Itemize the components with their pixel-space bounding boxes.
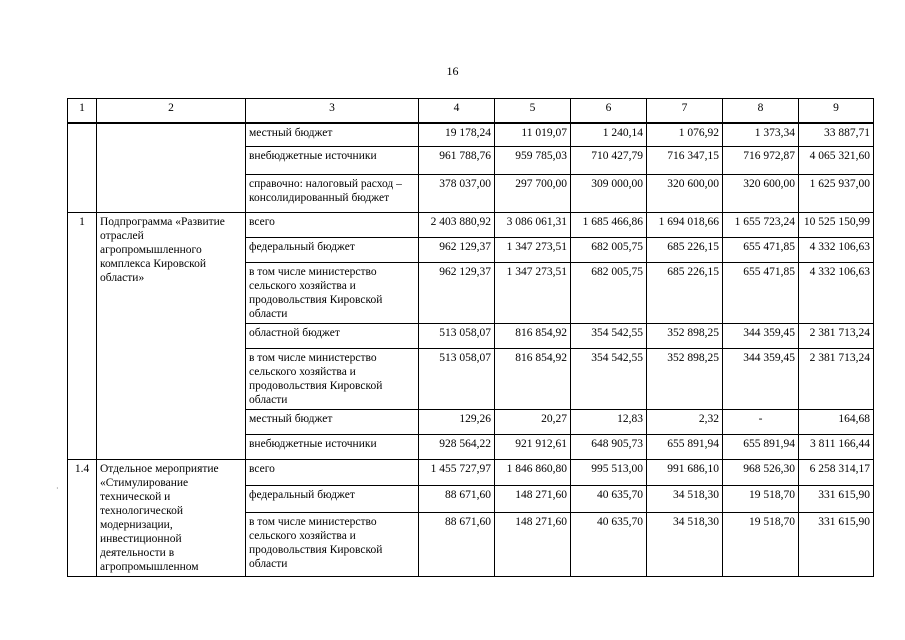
header-cell: 7 <box>647 99 723 123</box>
table-row <box>68 123 874 147</box>
amount-cell: 352 898,25 <box>647 349 723 410</box>
amount-cell: - <box>723 410 799 435</box>
funding-source: федеральный бюджет <box>246 238 419 263</box>
amount-cell: 129,26 <box>419 410 495 435</box>
amount-cell: 34 518,30 <box>647 486 723 512</box>
amount-cell: 716 347,15 <box>647 147 723 175</box>
amount-cell: 4 332 106,63 <box>799 238 874 263</box>
funding-source: местный бюджет <box>246 123 419 147</box>
amount-cell: 40 635,70 <box>571 512 647 576</box>
amount-cell: 11 019,07 <box>495 123 571 147</box>
amount-cell: 962 129,37 <box>419 263 495 324</box>
amount-cell: 513 058,07 <box>419 349 495 410</box>
amount-cell: 40 635,70 <box>571 486 647 512</box>
header-row <box>68 99 874 123</box>
amount-cell: 816 854,92 <box>495 324 571 349</box>
stray-mark: · <box>56 484 59 493</box>
amount-cell: 309 000,00 <box>571 175 647 213</box>
amount-cell: 682 005,75 <box>571 263 647 324</box>
amount-cell: 961 788,76 <box>419 147 495 175</box>
amount-cell: 962 129,37 <box>419 238 495 263</box>
funding-source: внебюджетные источники <box>246 147 419 175</box>
amount-cell: 2,32 <box>647 410 723 435</box>
header-cell: 2 <box>97 99 246 123</box>
amount-cell: 148 271,60 <box>495 486 571 512</box>
amount-cell: 3 811 166,44 <box>799 435 874 460</box>
amount-cell: 1 625 937,00 <box>799 175 874 213</box>
amount-cell: 19 518,70 <box>723 512 799 576</box>
amount-cell: 1 347 273,51 <box>495 263 571 324</box>
item-name <box>97 123 246 213</box>
amount-cell: 354 542,55 <box>571 324 647 349</box>
amount-cell: 164,68 <box>799 410 874 435</box>
amount-cell: 1 373,34 <box>723 123 799 147</box>
amount-cell: 959 785,03 <box>495 147 571 175</box>
header-cell: 8 <box>723 99 799 123</box>
amount-cell: 968 526,30 <box>723 460 799 486</box>
amount-cell: 378 037,00 <box>419 175 495 213</box>
amount-cell: 3 086 061,31 <box>495 213 571 238</box>
amount-cell: 655 471,85 <box>723 238 799 263</box>
table-row <box>68 460 874 486</box>
amount-cell: 148 271,60 <box>495 512 571 576</box>
amount-cell: 19 518,70 <box>723 486 799 512</box>
funding-source: в том числе министерство сельского хозяйства и продовольствия Кировской области <box>246 349 419 410</box>
amount-cell: 4 065 321,60 <box>799 147 874 175</box>
amount-cell: 320 600,00 <box>723 175 799 213</box>
amount-cell: 1 076,92 <box>647 123 723 147</box>
amount-cell: 816 854,92 <box>495 349 571 410</box>
budget-table <box>67 98 874 577</box>
funding-source: всего <box>246 213 419 238</box>
amount-cell: 682 005,75 <box>571 238 647 263</box>
header-cell: 6 <box>571 99 647 123</box>
amount-cell: 513 058,07 <box>419 324 495 349</box>
header-cell: 3 <box>246 99 419 123</box>
amount-cell: 352 898,25 <box>647 324 723 349</box>
funding-source: всего <box>246 460 419 486</box>
amount-cell: 12,83 <box>571 410 647 435</box>
amount-cell: 685 226,15 <box>647 238 723 263</box>
amount-cell: 1 655 723,24 <box>723 213 799 238</box>
amount-cell: 10 525 150,99 <box>799 213 874 238</box>
amount-cell: 297 700,00 <box>495 175 571 213</box>
amount-cell: 320 600,00 <box>647 175 723 213</box>
header-cell: 4 <box>419 99 495 123</box>
amount-cell: 655 891,94 <box>723 435 799 460</box>
header-cell: 5 <box>495 99 571 123</box>
amount-cell: 1 694 018,66 <box>647 213 723 238</box>
funding-source: местный бюджет <box>246 410 419 435</box>
amount-cell: 2 381 713,24 <box>799 349 874 410</box>
amount-cell: 710 427,79 <box>571 147 647 175</box>
amount-cell: 1 240,14 <box>571 123 647 147</box>
amount-cell: 88 671,60 <box>419 486 495 512</box>
amount-cell: 2 381 713,24 <box>799 324 874 349</box>
amount-cell: 1 846 860,80 <box>495 460 571 486</box>
amount-cell: 331 615,90 <box>799 512 874 576</box>
amount-cell: 4 332 106,63 <box>799 263 874 324</box>
amount-cell: 354 542,55 <box>571 349 647 410</box>
amount-cell: 1 455 727,97 <box>419 460 495 486</box>
amount-cell: 685 226,15 <box>647 263 723 324</box>
amount-cell: 2 403 880,92 <box>419 213 495 238</box>
item-name: Подпрограмма «Развитие отраслей агропромышленного комплекса Кировской области» <box>97 213 246 460</box>
funding-source: в том числе министерство сельского хозяйства и продовольствия Кировской области <box>246 263 419 324</box>
amount-cell: 1 347 273,51 <box>495 238 571 263</box>
amount-cell: 921 912,61 <box>495 435 571 460</box>
funding-source: внебюджетные источники <box>246 435 419 460</box>
header-cell: 9 <box>799 99 874 123</box>
amount-cell: 655 471,85 <box>723 263 799 324</box>
amount-cell: 34 518,30 <box>647 512 723 576</box>
amount-cell: 655 891,94 <box>647 435 723 460</box>
amount-cell: 6 258 314,17 <box>799 460 874 486</box>
amount-cell: 88 671,60 <box>419 512 495 576</box>
amount-cell: 331 615,90 <box>799 486 874 512</box>
amount-cell: 19 178,24 <box>419 123 495 147</box>
amount-cell: 648 905,73 <box>571 435 647 460</box>
item-number: 1.4 <box>68 460 97 577</box>
amount-cell: 33 887,71 <box>799 123 874 147</box>
funding-source: в том числе министерство сельского хозяйства и продовольствия Кировской области <box>246 512 419 576</box>
item-number: 1 <box>68 213 97 460</box>
amount-cell: 928 564,22 <box>419 435 495 460</box>
amount-cell: 716 972,87 <box>723 147 799 175</box>
funding-source: справочно: налоговый расход – консолидированный бюджет <box>246 175 419 213</box>
amount-cell: 344 359,45 <box>723 349 799 410</box>
item-number <box>68 123 97 213</box>
header-cell: 1 <box>68 99 97 123</box>
page-number: 16 <box>446 64 459 78</box>
funding-source: федеральный бюджет <box>246 486 419 512</box>
amount-cell: 344 359,45 <box>723 324 799 349</box>
amount-cell: 995 513,00 <box>571 460 647 486</box>
amount-cell: 20,27 <box>495 410 571 435</box>
amount-cell: 991 686,10 <box>647 460 723 486</box>
funding-source: областной бюджет <box>246 324 419 349</box>
amount-cell: 1 685 466,86 <box>571 213 647 238</box>
table-row <box>68 213 874 238</box>
item-name: Отдельное мероприятие «Стимулирование технической и технологической модернизации, инвестиционной деятельности в агропромышленном <box>97 460 246 577</box>
